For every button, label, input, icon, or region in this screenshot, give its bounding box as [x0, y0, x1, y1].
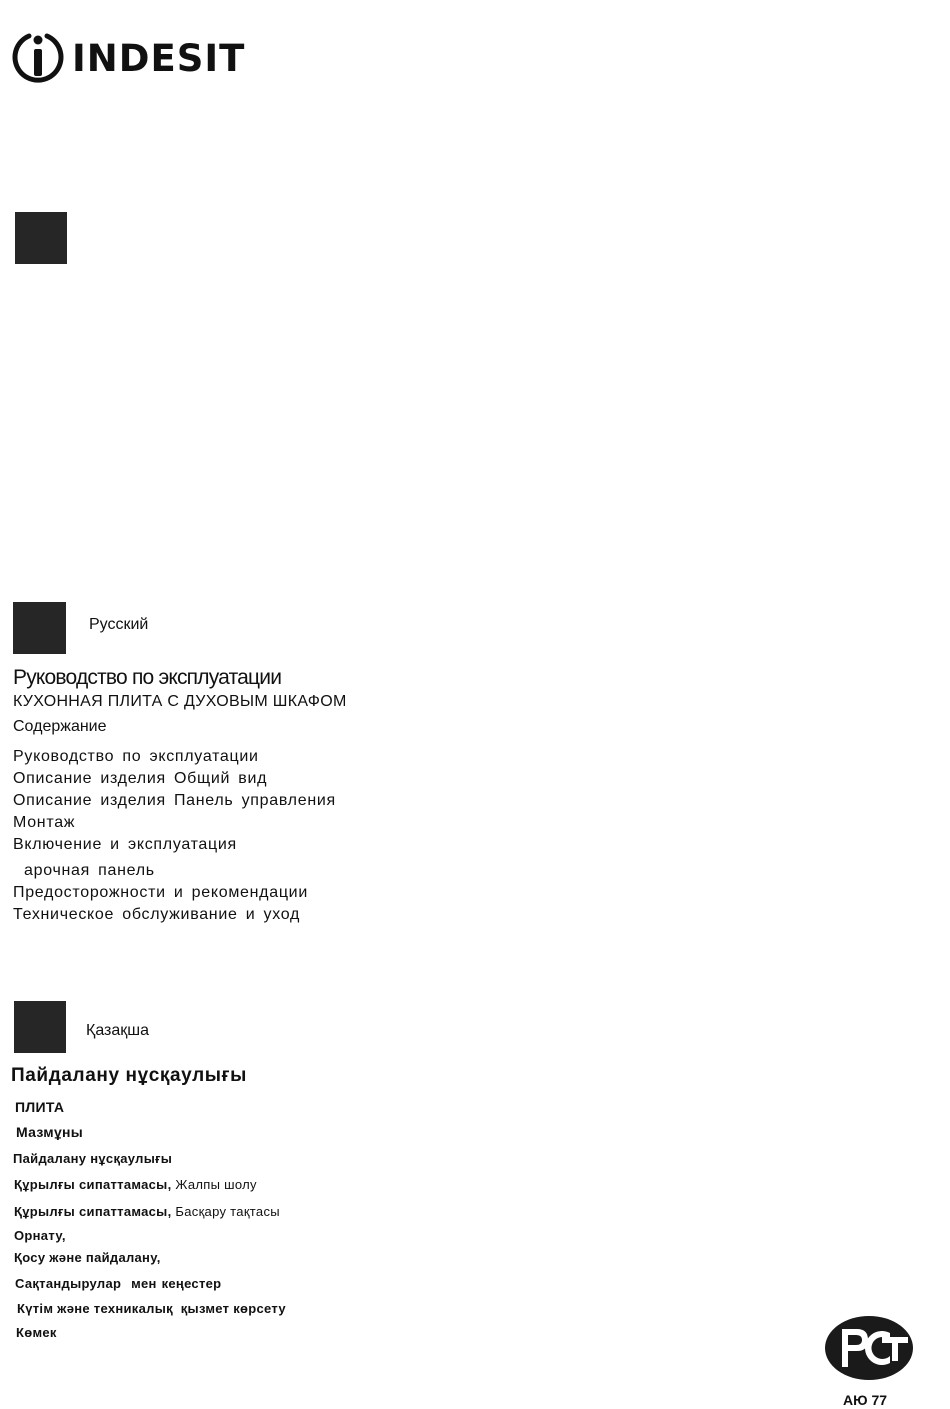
contents-item: Включение и эксплуатация [13, 836, 237, 853]
russian-contents-list [13, 746, 336, 926]
item-bold: Күтім және техникалық қызмет көрсету [17, 1301, 286, 1316]
item-bold: Көмек [16, 1325, 57, 1340]
kazakh-contents-item [14, 1177, 257, 1192]
kazakh-contents-item [14, 1250, 161, 1265]
kazakh-contents-item [17, 1301, 286, 1316]
item-bold: Қосу және пайдалану, [14, 1250, 161, 1265]
brand-wordmark: INDESIT [72, 37, 246, 80]
contents-item: Предосторожности и рекомендации [13, 884, 308, 901]
contents-item: Техническое обслуживание и уход [13, 906, 301, 923]
russian-title: Руководство по эксплуатации [13, 666, 282, 689]
info-i-logo-icon [10, 30, 66, 86]
item-normal: Жалпы шолу [175, 1177, 257, 1192]
kazakh-contents-item [15, 1276, 221, 1291]
kazakh-language-label: Қазақша [86, 1022, 150, 1039]
contents-item: Описание изделия Панель управления [13, 792, 336, 809]
contents-item: арочная панель [24, 862, 155, 879]
certification-code: АЮ 77 [843, 1392, 888, 1408]
kazakh-contents-item [13, 1151, 172, 1166]
contents-item: Руководство по эксплуатации [13, 748, 259, 765]
item-bold: Орнату, [14, 1228, 66, 1243]
indesit-logo [10, 30, 246, 88]
kazakh-contents-item [14, 1204, 280, 1219]
item-bold: Құрылғы сипаттамасы, [14, 1204, 172, 1219]
russian-section-marker [13, 602, 66, 654]
kazakh-title: Пайдалану нұсқаулығы [11, 1065, 247, 1086]
item-normal: Басқару тақтасы [175, 1204, 280, 1219]
contents-item: Монтаж [13, 814, 76, 831]
item-bold: Құрылғы сипаттамасы, [14, 1177, 172, 1192]
kazakh-contents-item [16, 1325, 57, 1340]
russian-contents-heading: Содержание [13, 718, 107, 735]
section-marker [15, 212, 67, 264]
kazakh-subtitle: ПЛИТА [15, 1099, 65, 1115]
russian-subtitle: КУХОННАЯ ПЛИТА С ДУХОВЫМ ШКАФОМ [13, 693, 347, 710]
kazakh-contents-heading: Мазмұны [16, 1124, 84, 1140]
item-bold: Сақтандырулар мен кеңестер [15, 1276, 222, 1291]
item-bold: Пайдалану нұсқаулығы [13, 1151, 173, 1166]
contents-item: Описание изделия Общий вид [13, 770, 268, 787]
pct-certification-mark-icon [824, 1315, 916, 1383]
kazakh-contents-item [14, 1228, 66, 1243]
russian-language-label: Русский [89, 616, 149, 633]
kazakh-section-marker [14, 1001, 66, 1053]
